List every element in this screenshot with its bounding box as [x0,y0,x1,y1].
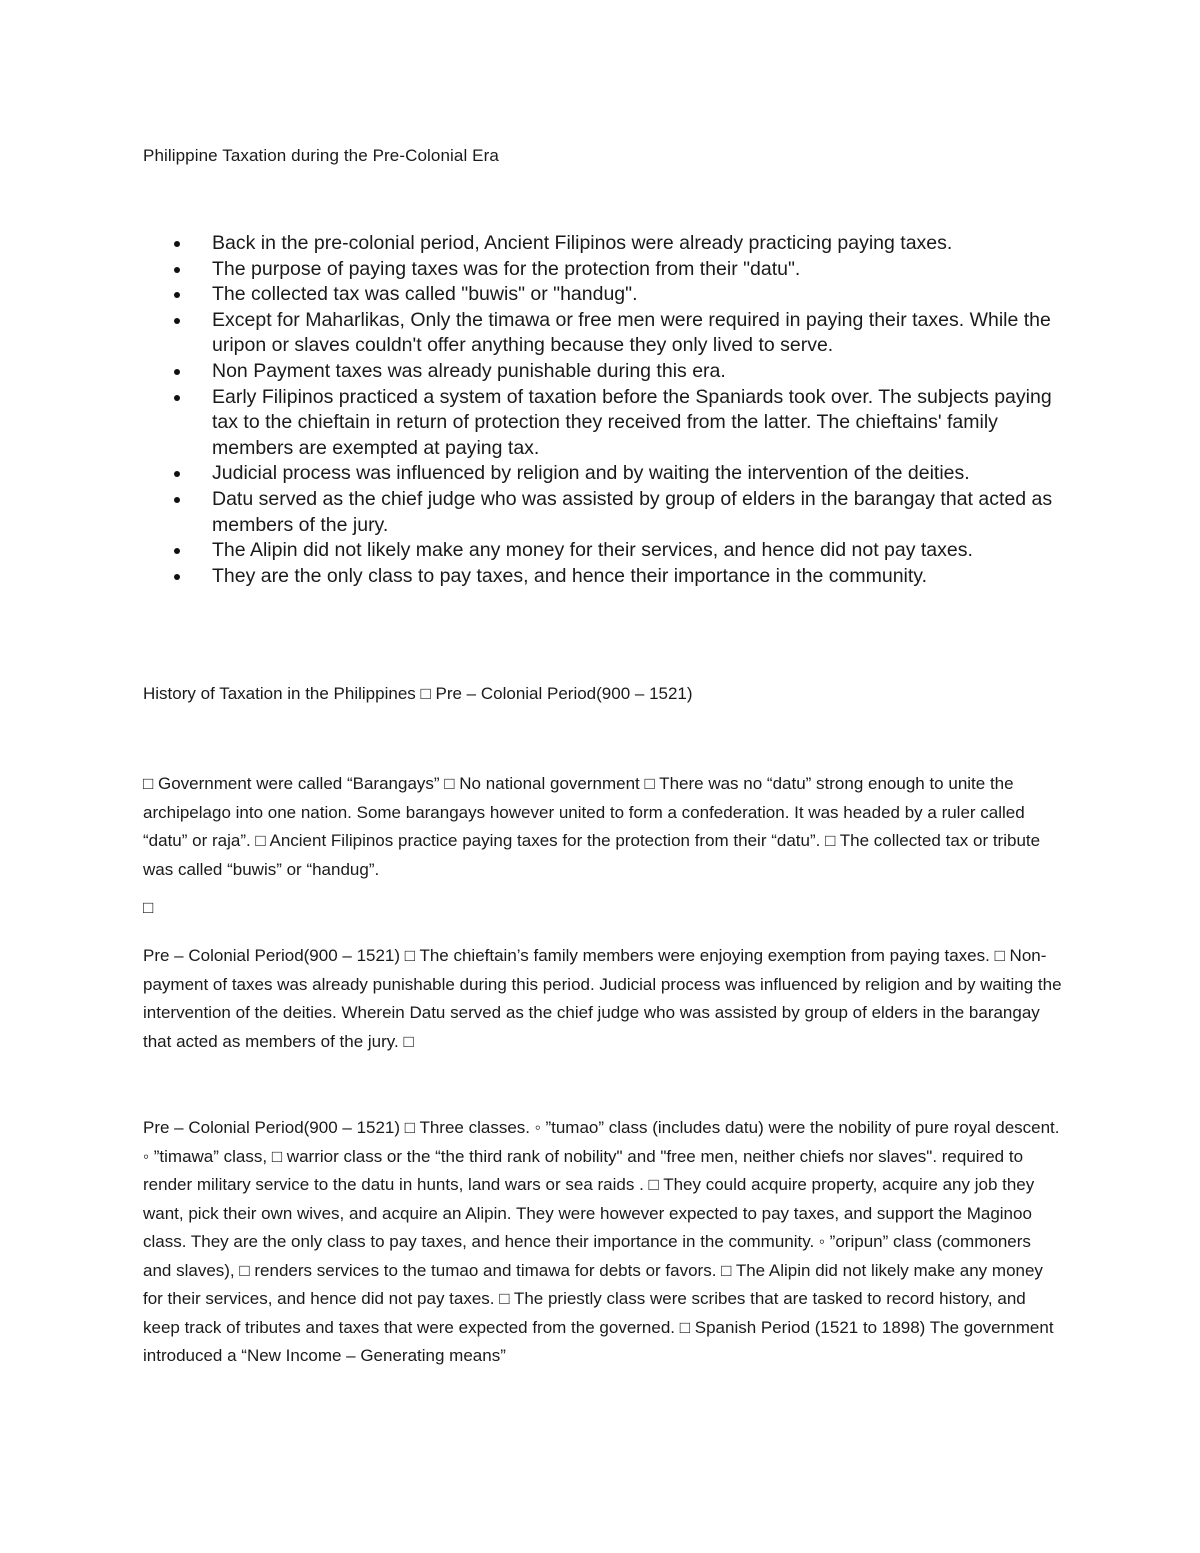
list-item: Except for Maharlikas, Only the timawa or free men were required in paying their taxes. While the uripon or slaves couldn't offer anything because they only lived to serve. [174,308,1074,359]
list-item: Datu served as the chief judge who was assisted by group of elders in the barangay that acted as members of the jury. [174,487,1074,538]
bullet-icon [174,369,180,375]
bullet-icon [174,241,180,247]
bullet-icon [174,292,180,298]
paragraph-barangays: □ Government were called “Barangays” □ No national government □ There was no “datu” strong enough to unite the archipelago into one nation. Some barangays however united to form a confederation. It was headed by a ruler called “datu” or raja”. □ Ancient Filipinos practice paying taxes for the protection from their “datu”. □ The collected tax or tribute was called “buwis” or “handug”. [143,774,1041,879]
list-item: Judicial process was influenced by religion and by waiting the intervention of the deities. [174,461,1074,487]
bullet-icon [174,471,180,477]
bullet-icon [174,497,180,503]
section-title-precolonial-era: Philippine Taxation during the Pre-Colonial Era [143,146,499,165]
list-item: The collected tax was called "buwis" or "handug". [174,282,1074,308]
paragraph-exemption: Pre – Colonial Period(900 – 1521) □ The chieftain’s family members were enjoying exemption from paying taxes. □ Non-payment of taxes was already punishable during this period. Judicial process was influenced by religion and by waiting the intervention of the deities. Wherein Datu served as the chief judge who was assisted by group of elders in the barangay that acted as members of the jury. □ [143,946,1062,1051]
bullet-icon [174,267,180,273]
list-item: Early Filipinos practiced a system of taxation before the Spaniards took over. The subjects paying tax to the chieftain in return of protection they received from the latter. The chieftains' family members are exempted at paying tax. [174,385,1074,462]
list-item: The Alipin did not likely make any money for their services, and hence did not pay taxes. [174,538,1074,564]
bullet-icon [174,318,180,324]
paragraph-three-classes: Pre – Colonial Period(900 – 1521) □ Three classes. ◦ ”tumao” class (includes datu) were the nobility of pure royal descent. ◦ ”timawa” class, □ warrior class or the “the third rank of nobility" and "free men, neither chiefs nor slaves". required to render military service to the datu in hunts, land wars or sea raids . □ They could acquire property, acquire any job they want, pick their own wives, and acquire an Alipin. They were however expected to pay taxes, and support the Maginoo class. They are the only class to pay taxes, and hence their importance in the community. ◦ ”oripun” class (commoners and slaves), □ renders services to the tumao and timawa for debts or favors. □ The Alipin did not likely make any money for their services, and hence did not pay taxes. □ The priestly class were scribes that are tasked to record history, and keep track of tributes and taxes that were expected from the governed. □ Spanish Period (1521 to 1898) The government introduced a “New Income – Generating means” [143,1118,1060,1365]
section-title-history-of-taxation: History of Taxation in the Philippines □ Pre – Colonial Period(900 – 1521) [143,684,693,703]
missing-glyph-symbol: □ [143,898,154,917]
list-item: Back in the pre-colonial period, Ancient Filipinos were already practicing paying taxes. [174,231,1074,257]
precolonial-bullet-list [174,231,1074,589]
bullet-icon [174,395,180,401]
list-item: Non Payment taxes was already punishable during this era. [174,359,1074,385]
bullet-icon [174,548,180,554]
bullet-icon [174,574,180,580]
list-item: They are the only class to pay taxes, and hence their importance in the community. [174,564,1074,590]
list-item: The purpose of paying taxes was for the protection from their "datu". [174,257,1074,283]
